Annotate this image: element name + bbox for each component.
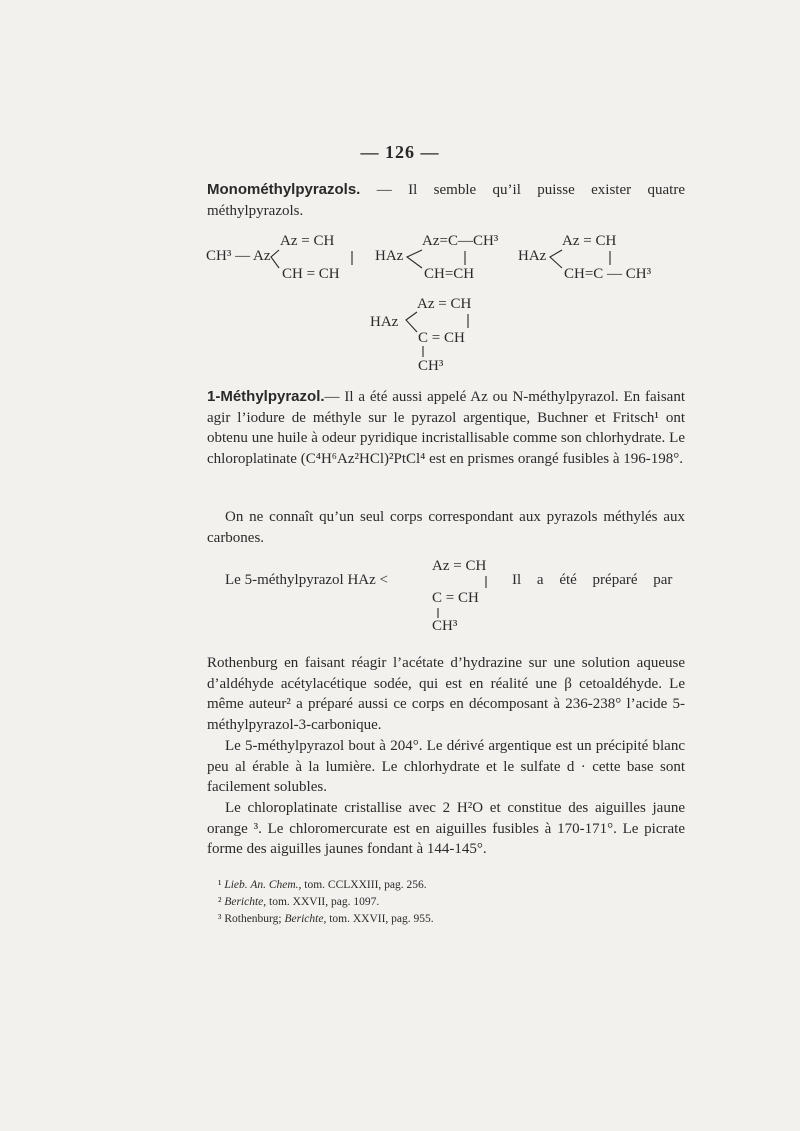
formula-3-methylpyrazol bbox=[375, 233, 499, 282]
footnote-1: ¹ Lieb. An. Chem., tom. CCLXXIII, pag. 256. bbox=[218, 879, 427, 891]
paragraph-carbon-methylated bbox=[207, 507, 685, 548]
paragraph-text: On ne connaît qu’un seul corps correspondant aux pyrazols méthylés aux carbones. bbox=[207, 509, 685, 546]
paragraph-text: Le chloroplatinate cristallise avec 2 H²O et constitue des aiguilles jaune orange ³. Le chloromercurate est en aiguilles fusibles à 170-171°. Le picrate forme des aiguilles jaunes fondant à 144-145°. bbox=[207, 800, 685, 857]
formula-substituent: CH³ bbox=[418, 358, 444, 374]
formula-bottom: CH=CH bbox=[424, 266, 475, 282]
paragraph-text: Le 5-méthylpyrazol bout à 204°. Le dérivé argentique est un précipité blanc peu al érable à la lumière. Le chlorhydrate et le sulfate d · cette base sont facilement solubles. bbox=[207, 738, 685, 795]
page-number: — 126 — bbox=[360, 142, 440, 162]
section-heading: Monométhylpyrazols. bbox=[207, 181, 361, 198]
paragraph-1-methylpyrazol bbox=[207, 387, 685, 469]
formula-top: Az = CH bbox=[432, 558, 487, 574]
formula-1-methylpyrazol bbox=[206, 233, 352, 282]
bond-lines bbox=[407, 250, 422, 268]
formula-left: CH³ — Az bbox=[206, 248, 271, 264]
formula-4-methylpyrazol bbox=[518, 233, 652, 282]
formula-top: Az = CH bbox=[562, 233, 617, 249]
formula-left: HAz bbox=[375, 248, 404, 264]
formula-top: Az = CH bbox=[417, 296, 472, 312]
footnote-2: ² Berichte, tom. XXVII, pag. 1097. bbox=[218, 896, 380, 908]
formula-bottom: C = CH bbox=[432, 590, 479, 606]
formula-left: HAz bbox=[518, 248, 547, 264]
formula-row bbox=[200, 228, 690, 288]
formula-5-methylpyrazol bbox=[360, 290, 520, 376]
formula-left: HAz bbox=[370, 314, 399, 330]
paragraph-chloroplatinate bbox=[207, 798, 685, 860]
bond-lines bbox=[406, 312, 417, 332]
formula-bottom: CH=C — CH³ bbox=[564, 266, 652, 282]
formula-bottom: CH = CH bbox=[282, 266, 340, 282]
bond-lines bbox=[550, 250, 562, 268]
section-heading: 1-Méthylpyrazol. bbox=[207, 388, 325, 405]
paragraph-boiling-point bbox=[207, 736, 685, 798]
formula-top: Az=C—CH³ bbox=[422, 233, 499, 249]
footnote-3: ³ Rothenburg; Berichte, tom. XXVII, pag. 955. bbox=[218, 913, 434, 925]
paragraph-monomethylpyrazols bbox=[207, 180, 685, 221]
paragraph-text: — Il a été aussi appelé Az ou N-méthylpyrazol. En faisant agir l’iodure de méthyle sur le pyrazol argentique, Buchner et Fritsch¹ ont obtenu une huile à odeur pyridique incristallisable comme son chlorhydrate. Le chloroplatinate (C⁴H⁶Az²HCl)²PtCl⁴ est en prismes orangé fusibles à 196-198°. bbox=[207, 389, 685, 467]
paragraph-text: — Il semble qu’il puisse exister quatre méthylpyrazols. bbox=[207, 182, 685, 219]
formula-inline-5-methylpyrazol bbox=[420, 550, 510, 636]
paragraph-text-tail: Il a été préparé par bbox=[512, 572, 673, 588]
formula-substituent: CH³ bbox=[432, 618, 458, 634]
paragraph-text: Rothenburg en faisant réagir l’acétate d’hydrazine sur une solution aqueuse d’aldéhyde acétylacétique sodée, qui est en réalité une β cetoaldéhyde. Le même auteur² a préparé aussi ce corps en décomposant à 236-238° l’acide 5-méthylpyrazol-3-carbonique. bbox=[207, 655, 685, 733]
formula-bottom: C = CH bbox=[418, 330, 465, 346]
paragraph-rothenburg bbox=[207, 653, 685, 735]
bond-lines bbox=[271, 250, 279, 268]
paragraph-text-lead: Le 5-méthylpyrazol HAz < bbox=[225, 572, 388, 588]
formula-top: Az = CH bbox=[280, 233, 335, 249]
